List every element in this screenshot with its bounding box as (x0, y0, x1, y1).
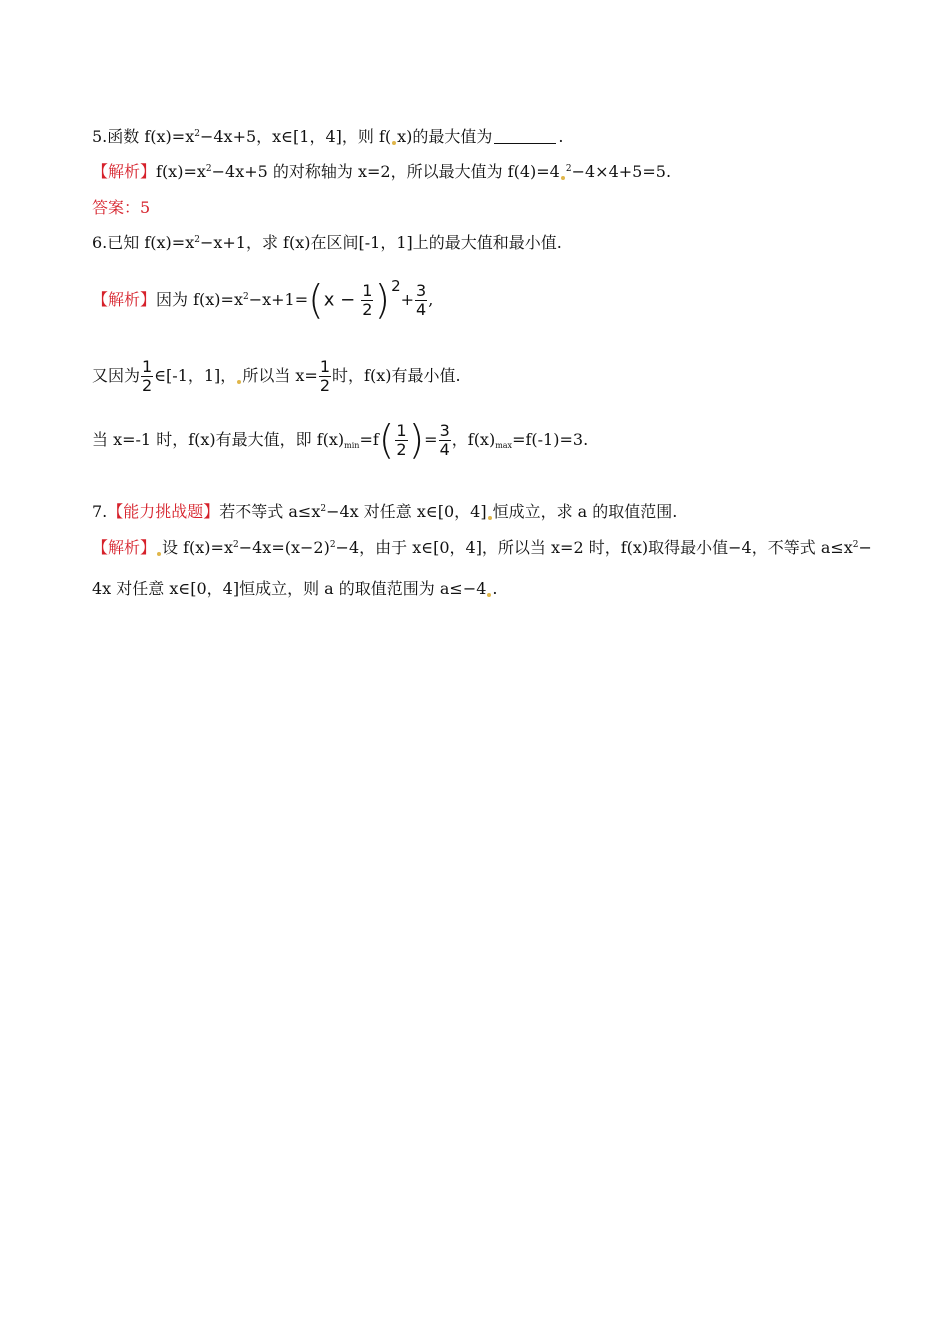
fraction-one-half: $\frac{1}{2}$ (396, 420, 407, 460)
q6-analysis-step2: 又因为 $\frac{1}{2}$ ∈[-1，1]， 所以当 x= $\frac{1}{2}$ 时，f(x)有最小值. (92, 356, 461, 396)
q6-analysis-step1: 【解析】因为 $f(x)=x^2-x+1=(x$ − $\frac{1}{2}$ )2+ $\frac{3}{4}$ , (92, 277, 434, 324)
analysis-tag: 【解析】 (92, 538, 157, 557)
q5-analysis: 【解析】$f(x)=x^2-4x+5$ 的对称轴为 x=2，所以最大值为 f(4)=4 $^2$−4×4+5=5. (92, 162, 672, 181)
q7-analysis-line2: 4x 对任意 x∈[0，4]恒成立，则 a 的取值范围为 a≤−4 . (92, 579, 498, 598)
right-paren: ) (408, 417, 425, 464)
annotation-dot (561, 176, 565, 180)
fraction-three-quarters: $\frac{3}{4}$ (416, 280, 427, 320)
annotation-dot (488, 516, 492, 520)
left-paren: ( (308, 277, 324, 324)
challenge-tag: 【能力挑战题】 (107, 502, 220, 521)
fraction-one-half: $\frac{1}{2}$ (142, 356, 153, 396)
q5-answer: 答案：5 (92, 198, 151, 217)
fraction-three-quarters: $\frac{3}{4}$ (439, 420, 450, 460)
q7-analysis-line1: 【解析】 设 $f(x)=x^2-4x=(x-2)^2-4$，由于 x∈[0，4]，所以当 x=2 时，f(x)取得最小值−4，不等式 $a\le x^2-$ (92, 538, 872, 557)
left-paren: ( (378, 417, 395, 464)
answer-blank (494, 129, 556, 144)
fraction-one-half: $\frac{1}{2}$ (362, 280, 373, 320)
annotation-dot (392, 141, 396, 145)
annotation-dot (237, 380, 241, 384)
q6-question: 6.已知 $f(x)=x^2-x+1$，求 f(x)在区间[-1，1]上的最大值和最小值. (92, 233, 562, 252)
annotation-dot (487, 593, 491, 597)
right-paren: ) (374, 277, 391, 324)
fraction-one-half: $\frac{1}{2}$ (319, 356, 331, 396)
q7-question: 7.【能力挑战题】若不等式 $a\le x^2-4x$ 对任意 x∈[0，4] 恒成立，求 a 的取值范围. (92, 502, 678, 521)
annotation-dot (157, 552, 161, 556)
analysis-tag: 【解析】 (92, 290, 157, 309)
analysis-tag: 【解析】 (92, 162, 157, 181)
q5-question: 5.函数 $f(x)=x^2-4x+5$，x∈[1，4]，则 f( x)的最大值为 . (92, 127, 564, 146)
q6-analysis-step3: 当 x=-1 时，f(x)有最大值，即 $f(x)_{min}=f$( $\frac{1}{2}$ )= $\frac{3}{4}$ ，$f(x)_{max}=f(-1)=3$. (92, 417, 589, 464)
